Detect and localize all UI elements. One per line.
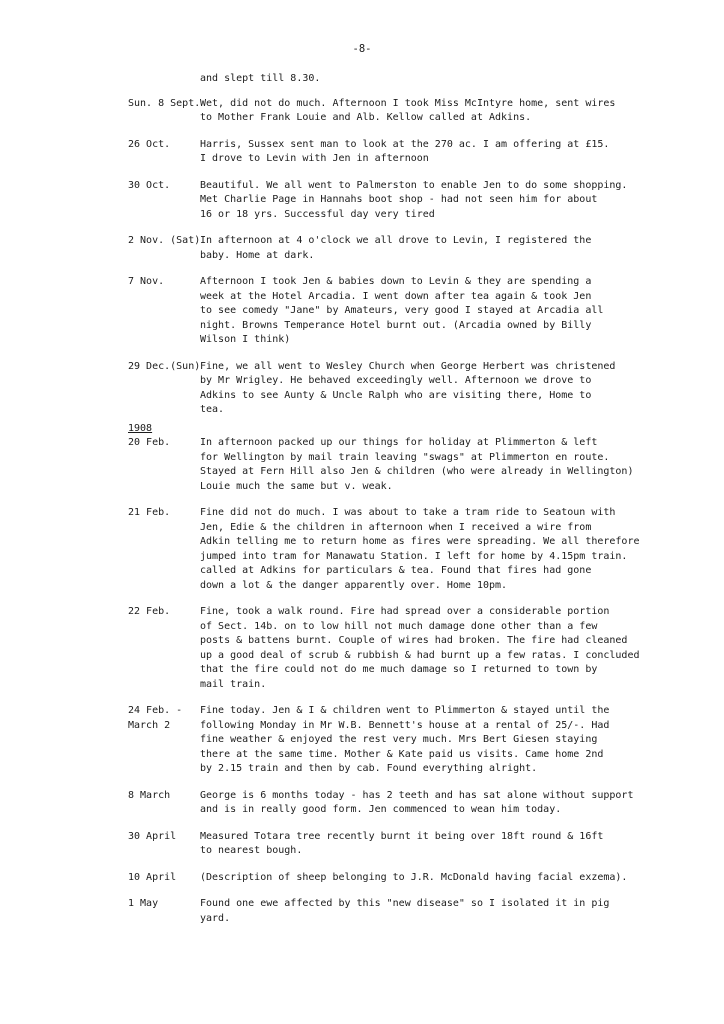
entry-text	[200, 72, 648, 87]
entry-text-line: yard.	[200, 912, 231, 924]
entry-date-line: 24 Feb. -	[128, 705, 183, 716]
entry-date	[128, 422, 200, 495]
entry-text	[200, 789, 648, 818]
diary-entry	[128, 234, 648, 263]
entry-date	[128, 275, 200, 348]
diary-entry	[128, 830, 648, 859]
entry-text-line: that the fire could not do me much damage so I returned to town by	[200, 664, 598, 675]
entry-text-line: night. Browns Temperance Hotel burnt out. (Arcadia owned by Billy	[200, 319, 592, 331]
entry-text-line: mail train.	[200, 678, 267, 690]
entry-date-line: 21 Feb.	[128, 507, 171, 518]
entry-text-line: fine weather & enjoyed the rest very much. Mrs Bert Giesen staying	[200, 734, 598, 745]
entry-date-line: 30 Oct.	[128, 179, 171, 191]
entry-text	[200, 704, 648, 777]
entry-date-line: 10 April	[128, 871, 177, 883]
diary-entry	[128, 897, 648, 926]
entry-date	[128, 72, 200, 87]
entry-date-line: 7 Nov.	[128, 276, 165, 287]
entry-text-line: Fine today. Jen & I & children went to Plimmerton & stayed until the	[200, 705, 610, 716]
diary-entry	[128, 871, 648, 886]
entry-date	[128, 830, 200, 859]
entry-date-line: 26 Oct.	[128, 138, 171, 150]
diary-entry	[128, 605, 648, 692]
entry-text-line: 16 or 18 yrs. Successful day very tired	[200, 208, 435, 220]
entry-text	[200, 830, 648, 859]
entry-text-line: by Mr Wrigley. He behaved exceedingly well. Afternoon we drove to	[200, 375, 592, 386]
entry-text-line: (Description of sheep belonging to J.R. McDonald having facial exzema).	[200, 871, 628, 883]
diary-entry	[128, 704, 648, 777]
entry-date-line: 30 April	[128, 830, 177, 842]
page-number: -8-	[352, 43, 372, 55]
entry-date	[128, 360, 200, 418]
entry-text	[200, 234, 648, 263]
entry-text-line: and is in really good form. Jen commenced to wean him today.	[200, 804, 562, 815]
entry-text-line: Met Charlie Page in Hannahs boot shop - had not seen him for about	[200, 194, 598, 205]
entry-text-line: to nearest bough.	[200, 845, 303, 856]
entry-text-line: down a lot & the danger apparently over. Home 10pm.	[200, 579, 508, 591]
entry-text	[200, 97, 648, 126]
entry-date-line: 1 May	[128, 898, 159, 909]
entry-text-line: there at the same time. Mother & Kate paid us visits. Came home 2nd	[200, 748, 604, 760]
entry-date	[128, 234, 200, 263]
entry-text-line: jumped into tram for Manawatu Station. I left for home by 4.15pm train.	[200, 550, 628, 562]
entry-text-line: Measured Totara tree recently burnt it being over 18ft round & 16ft	[200, 830, 604, 842]
entry-text-line: for Wellington by mail train leaving "swags" at Plimmerton en route.	[200, 451, 610, 463]
entry-date	[128, 605, 200, 692]
entry-text-line	[200, 422, 648, 437]
entry-date-line: 2 Nov. (Sat)	[128, 235, 201, 246]
entry-date	[128, 506, 200, 593]
entry-text-line: Harris, Sussex sent man to look at the 270 ac. I am offering at £15.	[200, 138, 610, 150]
year-heading: 1908	[128, 422, 153, 434]
entry-text-line: George is 6 months today - has 2 teeth and has sat alone without support	[200, 789, 634, 801]
entry-date	[128, 704, 200, 777]
entry-text-line: In afternoon at 4 o'clock we all drove to Levin, I registered the	[200, 235, 592, 246]
diary-entry	[128, 97, 648, 126]
entry-date-line: 29 Dec.(Sun)	[128, 360, 201, 372]
entry-text-line: Stayed at Fern Hill also Jen & children (who were already in Wellington)	[200, 466, 634, 477]
entry-text	[200, 422, 648, 495]
entry-text-line: baby. Home at dark.	[200, 249, 315, 261]
entry-text	[200, 506, 648, 593]
entry-text-line: Afternoon I took Jen & babies down to Levin & they are spending a	[200, 276, 592, 287]
entry-text-line: Fine did not do much. I was about to take a tram ride to Seatoun with	[200, 507, 616, 518]
diary-entry	[128, 422, 648, 495]
entry-text-line: Found one ewe affected by this "new disease" so I isolated it in pig	[200, 898, 610, 909]
entry-text-line: up a good deal of scrub & rubbish & had burnt up a few ratas. I concluded	[200, 649, 640, 661]
diary-entry	[128, 506, 648, 593]
entry-date	[128, 138, 200, 167]
entry-text	[200, 179, 648, 223]
entry-text-line: Adkin telling me to return home as fires were spreading. We all therefore	[200, 536, 640, 547]
entry-text-line: Fine, we all went to Wesley Church when George Herbert was christened	[200, 360, 616, 372]
entry-text	[200, 871, 648, 886]
entry-date-line: March 2	[128, 719, 171, 731]
diary-entry	[128, 138, 648, 167]
entry-text-line: tea.	[200, 404, 225, 415]
entry-text	[200, 897, 648, 926]
entry-text	[200, 275, 648, 348]
entry-text-line: I drove to Levin with Jen in afternoon	[200, 153, 429, 164]
diary-entry	[128, 789, 648, 818]
entry-text-line: Jen, Edie & the children in afternoon when I received a wire from	[200, 521, 592, 533]
entry-date-line: 8 March	[128, 789, 171, 801]
entry-text-line: posts & battens burnt. Couple of wires had broken. The fire had cleaned	[200, 635, 628, 646]
entry-text-line: to Mother Frank Louie and Alb. Kellow called at Adkins.	[200, 112, 532, 123]
diary-entry	[128, 72, 648, 87]
diary-entries	[128, 72, 648, 926]
entry-text-line: week at the Hotel Arcadia. I went down after tea again & took Jen	[200, 290, 592, 302]
entry-text-line: Beautiful. We all went to Palmerston to enable Jen to do some shopping.	[200, 179, 628, 191]
entry-date-line: Sun. 8 Sept.	[128, 97, 201, 109]
entry-text	[200, 605, 648, 692]
entry-text-line: by 2.15 train and then by cab. Found everything alright.	[200, 763, 538, 774]
entry-text-line: to see comedy "Jane" by Amateurs, very good I stayed at Arcadia all	[200, 305, 604, 316]
entry-text-line: of Sect. 14b. on to low hill not much damage done other than a few	[200, 620, 598, 632]
diary-entry	[128, 275, 648, 348]
entry-text	[200, 360, 648, 418]
entry-text-line: Wet, did not do much. Afternoon I took Miss McIntyre home, sent wires	[200, 97, 616, 109]
entry-date	[128, 179, 200, 223]
entry-date	[128, 897, 200, 926]
diary-entry	[128, 179, 648, 223]
entry-date-line: 20 Feb.	[128, 437, 171, 448]
entry-date	[128, 97, 200, 126]
entry-date	[128, 789, 200, 818]
entry-text	[200, 138, 648, 167]
entry-date	[128, 871, 200, 886]
entry-text-line: Wilson I think)	[200, 334, 291, 345]
entry-date-line: 22 Feb.	[128, 606, 171, 617]
entry-text-line: In afternoon packed up our things for holiday at Plimmerton & left	[200, 437, 598, 448]
entry-text-line: Adkins to see Aunty & Uncle Ralph who are visiting there, Home to	[200, 389, 592, 401]
entry-text-line: following Monday in Mr W.B. Bennett's house at a rental of 25/-. Had	[200, 719, 610, 731]
entry-text-line: Fine, took a walk round. Fire had spread over a considerable portion	[200, 606, 610, 617]
entry-text-line: and slept till 8.30.	[200, 73, 321, 84]
diary-entry	[128, 360, 648, 418]
entry-text-line: called at Adkins for particulars & tea. Found that fires had gone	[200, 565, 592, 576]
entry-date-line	[128, 72, 200, 87]
entry-text-line: Louie much the same but v. weak.	[200, 480, 393, 492]
